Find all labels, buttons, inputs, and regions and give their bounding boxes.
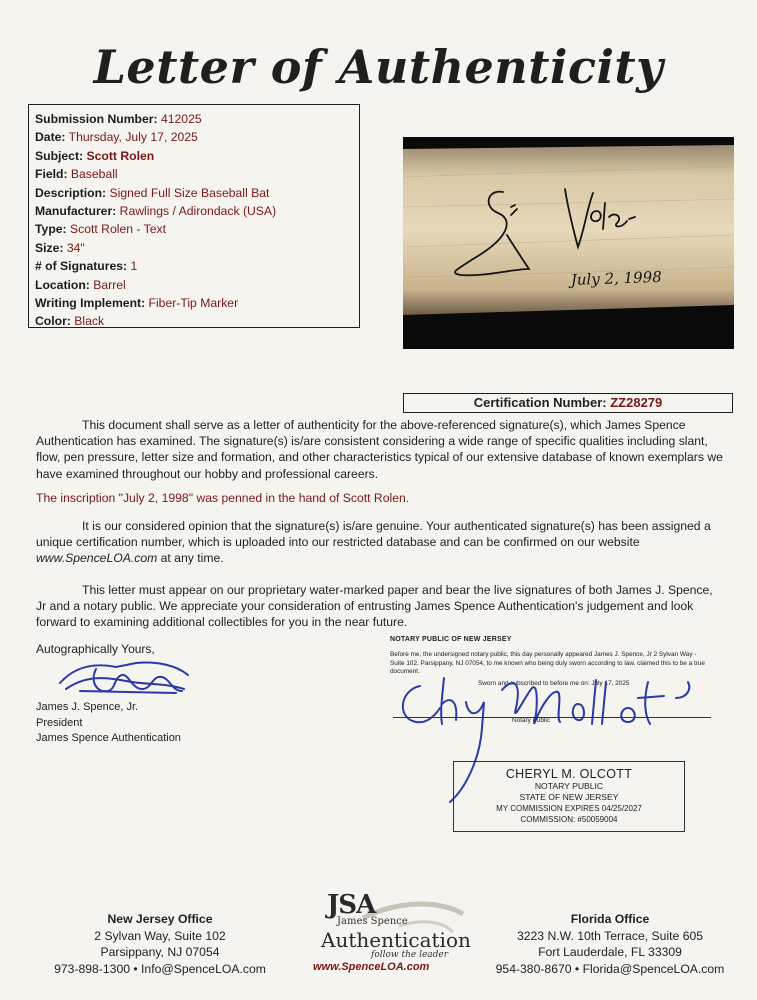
- signer-name: James J. Spence, Jr.: [36, 701, 139, 713]
- notary-state: STATE OF NEW JERSEY: [519, 792, 619, 802]
- info-row: # of Signatures: 1: [35, 259, 138, 274]
- notary-sworn-date: Sworn and subscribed to before me on: July 17, 2025: [478, 680, 630, 687]
- document-title: Letter of Authenticity: [93, 40, 664, 94]
- paragraph-authenticity: This document shall serve as a letter of authenticity for the above-referenced signature(s), which James Spence Authentication has examined. The signature(s) is/are consistent considering a wide range of specific qualities including slant, flow, pen pressure, letter size and formation, and other characteristics typical of our extensive database of known exemplars we have examined throughout our hobby and professional careers.: [36, 418, 723, 481]
- closing-text: Autographically Yours,: [36, 642, 155, 656]
- nj-office-address: 2 Sylvan Way, Suite 102: [94, 928, 226, 943]
- info-row: Field: Baseball: [35, 167, 118, 182]
- notary-name: CHERYL M. OLCOTT: [505, 767, 633, 781]
- info-row: Submission Number: 412025: [35, 112, 202, 126]
- notary-seal: [453, 761, 685, 832]
- info-row: Writing Implement: Fiber-Tip Marker: [35, 296, 239, 311]
- fl-office-title: Florida Office: [570, 912, 650, 926]
- info-row: Color: Black: [35, 314, 105, 329]
- info-row: Location: Barrel: [35, 277, 126, 292]
- submission-info-box: [28, 104, 360, 328]
- logo-url[interactable]: www.SpenceLOA.com: [313, 961, 430, 973]
- paragraph-opinion: It is our considered opinion that the signature(s) is/are genuine. Your authenticated signature(s) has been assigned a unique certification number, which is uploaded into our restricted database and can be confirmed on our website www.SpenceLOA.com at any time.: [36, 519, 711, 566]
- fl-office-city: Fort Lauderdale, FL 33309: [538, 945, 682, 960]
- logo-word: Authentication: [321, 928, 471, 952]
- info-row: Subject: Scott Rolen: [35, 148, 155, 163]
- bat-signature-image: [403, 137, 734, 349]
- inscription-note: The inscription "July 2, 1998" was penned in the hand of Scott Rolen.: [36, 491, 410, 505]
- info-row: Manufacturer: Rawlings / Adirondack (USA): [35, 204, 277, 219]
- info-row: Size: 34": [35, 240, 85, 255]
- certification-box: [403, 393, 733, 413]
- signer-block: [36, 700, 181, 747]
- info-row: Type: Scott Rolen - Text: [35, 222, 166, 237]
- nj-office-contact: 973-898-1300 • Info@SpenceLOA.com: [54, 961, 266, 976]
- jsa-logo: [303, 888, 473, 978]
- fl-office-contact: 954-380-8670 • Florida@SpenceLOA.com: [495, 961, 725, 976]
- fl-office-address: 3223 N.W. 10th Terrace, Suite 605: [516, 928, 704, 943]
- signer-title: President: [36, 716, 83, 729]
- website-link[interactable]: www.SpenceLOA.com: [36, 551, 158, 566]
- notary-header: NOTARY PUBLIC OF NEW JERSEY: [390, 636, 512, 643]
- inscription-date: July 2, 1998: [570, 267, 663, 289]
- notary-title: NOTARY PUBLIC: [534, 781, 604, 791]
- bat-photo: [403, 137, 734, 349]
- certification-number: ZZ28279: [610, 395, 663, 410]
- logo-name: James Spence: [337, 916, 408, 927]
- nj-office-city: Parsippany, NJ 07054: [100, 945, 220, 960]
- logo-mark: JSA: [327, 890, 376, 920]
- signer-company: James Spence Authentication: [36, 732, 181, 744]
- logo-tagline: follow the leader: [371, 950, 449, 960]
- fl-office: [485, 911, 735, 977]
- certification-label: Certification Number:: [473, 395, 607, 410]
- info-row: Description: Signed Full Size Baseball Bat: [35, 185, 270, 200]
- notary-commission: COMMISSION: #50059004: [520, 815, 618, 824]
- spence-signature: [56, 655, 196, 700]
- nj-office-title: New Jersey Office: [107, 912, 213, 926]
- notary-signature-line: [393, 717, 711, 718]
- nj-office: [35, 911, 285, 977]
- notary-statement: Before me, the undersigned notary public, this day personally appeared James J. Spence, Jr 2 Sylvan Way - Suite 102, Parsippany, NJ 07054, to me known who being duly sworn according to law, claimed this to be a true document.: [390, 651, 705, 676]
- notary-expiry: MY COMMISSION EXPIRES 04/25/2027: [496, 804, 642, 813]
- notary-public-label: Notary Public: [512, 717, 551, 724]
- info-row: Date: Thursday, July 17, 2025: [35, 130, 198, 145]
- paragraph-watermark: This letter must appear on our proprietary water-marked paper and bear the live signatures of both James J. Spence, Jr and a notary public. We appreciate your consideration of entrusting James Spence Authentication's judgement and look forward to examining additional collectibles for you in the near future.: [36, 583, 713, 630]
